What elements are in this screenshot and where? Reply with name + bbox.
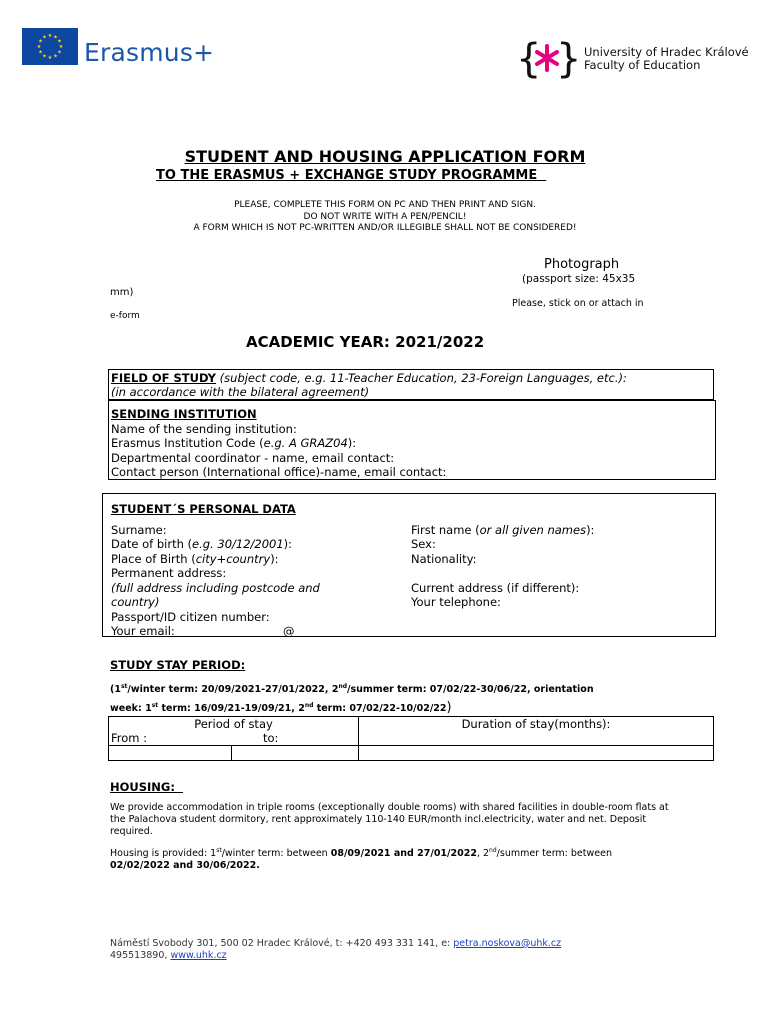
- footer-phone: 495513890,: [110, 950, 171, 961]
- stay-text: term: 07/02/22-10/02/22: [313, 703, 447, 715]
- svg-text:★: ★: [53, 34, 58, 41]
- first-name-hint: or all given names: [479, 522, 587, 537]
- housing-winter-dates: 08/09/2021 and 27/01/2022: [330, 848, 477, 860]
- stay-dates-line2: [110, 698, 594, 717]
- pob-label: Place of Birth (: [111, 551, 196, 566]
- to-label: to:: [263, 731, 279, 745]
- housing-provided: [110, 845, 670, 872]
- form-subtitle: TO THE ERASMUS + EXCHANGE STUDY PROGRAMME: [156, 168, 547, 183]
- dob-end: ):: [283, 537, 293, 551]
- stay-text: (1: [110, 684, 121, 696]
- svg-text:★: ★: [57, 49, 62, 56]
- stay-sup: nd: [338, 683, 348, 690]
- pob-example: city+country: [195, 551, 271, 566]
- pob-field: [111, 552, 707, 567]
- from-label: From :: [111, 731, 148, 745]
- sending-name-field: Name of the sending institution:: [111, 421, 297, 436]
- sending-institution-box[interactable]: [108, 400, 716, 480]
- svg-text:★: ★: [38, 49, 43, 56]
- coordinator-field: Departmental coordinator - name, email contact:: [111, 450, 395, 465]
- svg-text:★: ★: [47, 55, 53, 61]
- study-stay-dates: [110, 679, 594, 717]
- email-at: @: [283, 624, 295, 638]
- duration-label: Duration of stay(months):: [461, 717, 611, 731]
- svg-text:★: ★: [42, 53, 47, 60]
- instruction-line: DO NOT WRITE WITH A PEN/PENCIL!: [303, 211, 467, 222]
- period-of-stay-label: Period of stay: [194, 717, 273, 731]
- footer-contact: [110, 938, 561, 962]
- duration-input-cell[interactable]: [359, 746, 714, 761]
- institution-code-field: [111, 436, 713, 451]
- first-name-label: First name (: [411, 522, 480, 537]
- svg-text:★: ★: [38, 38, 43, 45]
- current-address-field: Current address (if different):: [411, 580, 580, 595]
- telephone-field: Your telephone:: [411, 595, 501, 609]
- field-of-study-hint2: (in accordance with the bilateral agreement): [111, 385, 370, 399]
- svg-text:★: ★: [36, 44, 42, 50]
- stay-paren: ): [446, 700, 452, 716]
- sex-field: Sex:: [411, 537, 436, 551]
- university-name: [584, 46, 749, 72]
- housing-sup: nd: [489, 847, 497, 854]
- svg-text:★: ★: [58, 44, 64, 50]
- sending-institution-label: SENDING INSTITUTION: [111, 407, 257, 421]
- institution-code-label: Erasmus Institution Code (: [111, 436, 264, 450]
- instructions: [0, 200, 770, 235]
- stay-sup: st: [120, 683, 128, 690]
- footer-email-link[interactable]: petra.noskova@uhk.cz: [453, 938, 562, 949]
- footer-line1: [110, 938, 561, 950]
- passport-field: Passport/ID citizen number:: [111, 609, 270, 624]
- field-of-study-label: FIELD OF STUDY: [111, 371, 217, 385]
- housing-text: /summer term: between: [496, 848, 612, 860]
- permanent-address-field: Permanent address:: [111, 566, 227, 580]
- personal-right-column: [411, 523, 594, 610]
- stick-note: Please, stick on or attach in: [512, 298, 644, 309]
- housing-text: , 2: [476, 848, 490, 860]
- svg-text:★: ★: [53, 53, 58, 60]
- email-field: [111, 624, 707, 639]
- housing-text: Housing is provided: 1: [110, 848, 217, 860]
- housing-summer-dates: 02/02/2022 and 30/06/2022.: [110, 859, 260, 871]
- footer-line2: [110, 950, 561, 962]
- pob-end: ):: [270, 551, 279, 566]
- stay-text: /summer term: 07/02/22-30/06/22, orientation: [347, 684, 594, 696]
- svg-text:★: ★: [42, 34, 47, 41]
- from-input-cell[interactable]: [109, 746, 232, 761]
- housing-sup: st: [216, 847, 222, 854]
- housing-label: HOUSING:: [110, 780, 183, 794]
- email-label: Your email:: [111, 624, 175, 638]
- permanent-address-hint: (full address including postcode and: [111, 580, 320, 595]
- personal-data-box[interactable]: [102, 493, 716, 637]
- stay-dates-line1: [110, 679, 594, 698]
- footer-address: Náměstí Svobody 301, 500 02 Hradec Králové, t: +420 493 331 141, e:: [110, 938, 454, 949]
- stay-sup: nd: [304, 702, 314, 710]
- dob-label: Date of birth (: [111, 537, 193, 551]
- study-stay-label: STUDY STAY PERIOD:: [110, 658, 246, 672]
- first-name-field: [411, 523, 594, 538]
- academic-year: ACADEMIC YEAR: 2021/2022: [246, 333, 485, 351]
- stay-text: /winter term: 20/09/2021-27/01/2022, 2: [127, 684, 339, 696]
- eform-note: e-form: [110, 311, 140, 321]
- svg-text:★: ★: [47, 33, 53, 39]
- stay-text: week: 1: [110, 703, 152, 715]
- erasmus-logo-text: Erasmus+: [84, 38, 215, 67]
- photograph-label: Photograph: [544, 257, 620, 272]
- field-of-study-hint: (subject code, e.g. 11-Teacher Education, 23-Foreign Languages, etc.):: [216, 371, 627, 385]
- personal-data-label: STUDENT´S PERSONAL DATA: [111, 502, 296, 516]
- svg-text:★: ★: [57, 38, 62, 45]
- university-line: University of Hradec Králové: [584, 45, 749, 59]
- permanent-address-hint2: country): [111, 595, 160, 609]
- uhk-logo-icon: [516, 34, 582, 82]
- field-of-study-box[interactable]: [108, 369, 714, 400]
- duration-cell[interactable]: [359, 717, 714, 746]
- eu-flag-icon: [22, 28, 78, 65]
- svg-text:}: }: [556, 36, 582, 82]
- from-to-row: [111, 731, 356, 745]
- form-title: STUDENT AND HOUSING APPLICATION FORM: [184, 147, 586, 166]
- contact-person-field: Contact person (International office)-name, email contact:: [111, 465, 447, 479]
- faculty-line: Faculty of Education: [584, 58, 701, 72]
- period-of-stay-cell[interactable]: [109, 717, 359, 746]
- surname-field: Surname:: [111, 522, 167, 537]
- stay-sup: st: [151, 702, 159, 710]
- instruction-line: PLEASE, COMPLETE THIS FORM ON PC AND THEN PRINT AND SIGN.: [234, 200, 536, 210]
- housing-description: We provide accommodation in triple rooms (exceptionally double rooms) with shared facilities in double-room flats at the Palachova student dormitory, rent approximately 110-140 EUR/month incl.electricity, water and net. Deposit required.: [110, 802, 669, 837]
- period-table: [108, 716, 714, 761]
- instruction-line: A FORM WHICH IS NOT PC-WRITTEN AND/OR ILLEGIBLE SHALL NOT BE CONSIDERED!: [193, 223, 577, 233]
- passport-size-unit: mm): [110, 287, 134, 298]
- dob-field: [111, 537, 707, 552]
- svg-text:{: {: [516, 36, 542, 82]
- to-input-cell[interactable]: [232, 746, 359, 761]
- first-name-end: ):: [586, 522, 595, 537]
- dob-example: e.g. 30/12/2001: [192, 537, 284, 551]
- institution-code-end: ):: [347, 436, 357, 450]
- footer-web-link[interactable]: www.uhk.cz: [170, 950, 227, 961]
- passport-size-note: (passport size: 45x35: [522, 273, 636, 285]
- housing-text: /winter term: between: [221, 848, 331, 860]
- nationality-field: Nationality:: [411, 551, 477, 566]
- institution-code-example: e.g. A GRAZ04: [263, 436, 348, 450]
- stay-text: term: 16/09/21-19/09/21, 2: [158, 703, 305, 715]
